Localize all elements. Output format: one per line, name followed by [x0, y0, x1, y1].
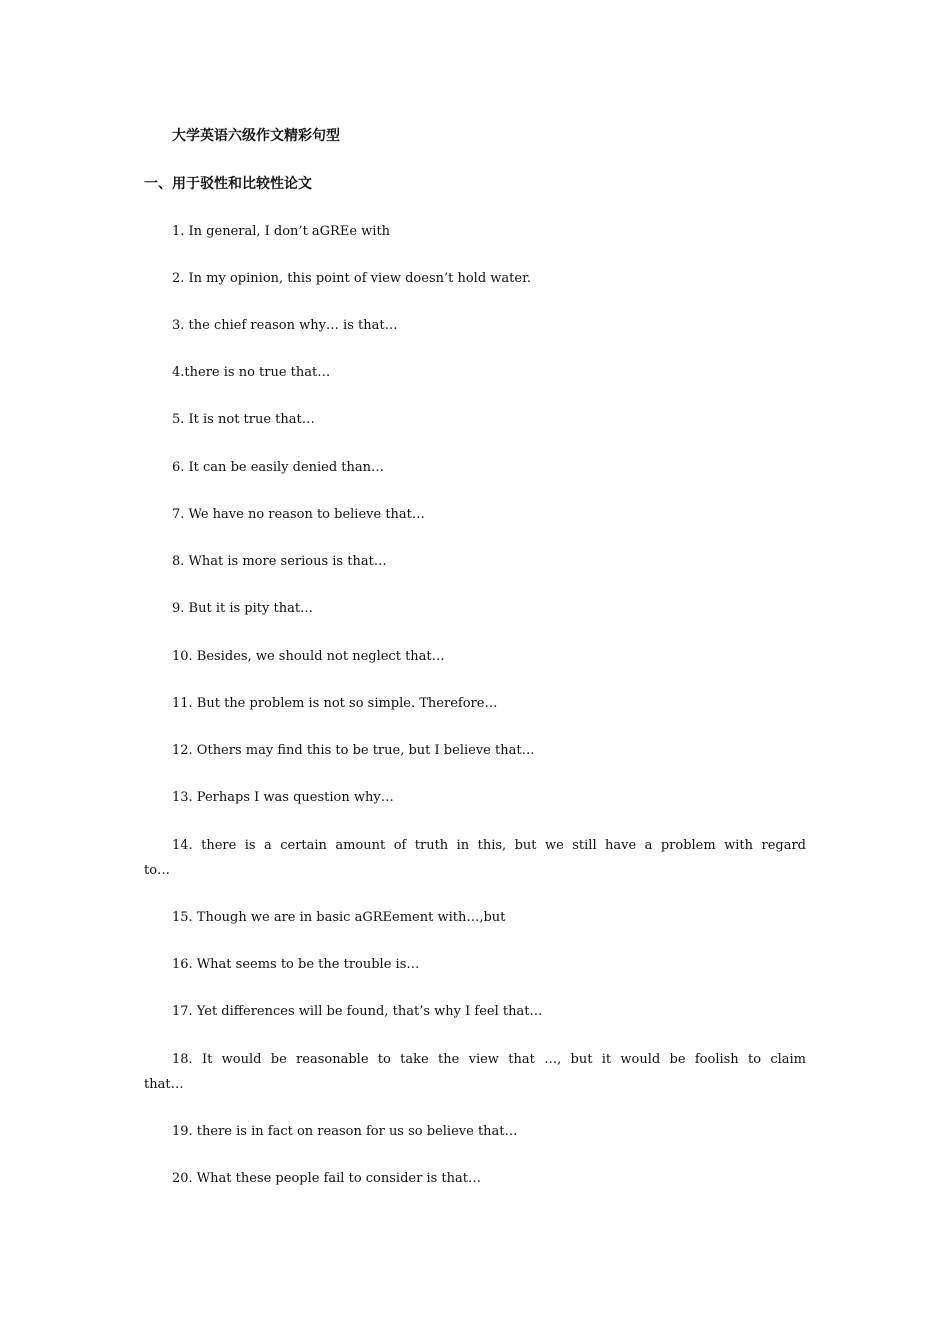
list-item: 4.there is no true that…: [172, 365, 331, 380]
list-item: 3. the chief reason why… is that…: [172, 318, 398, 333]
list-item: 6. It can be easily denied than…: [172, 460, 385, 475]
list-item: 11. But the problem is not so simple. Therefore…: [172, 696, 498, 711]
list-item: 12. Others may find this to be true, but I believe that…: [172, 743, 535, 758]
document-title: 大学英语六级作文精彩句型: [172, 128, 340, 144]
list-item: 1. In general, I don’t aGREe with: [172, 224, 391, 239]
list-item: 18. It would be reasonable to take the view that …, but it would be foolish to claim that…: [144, 1052, 806, 1092]
list-item: 7. We have no reason to believe that…: [172, 507, 425, 522]
list-item: 5. It is not true that…: [172, 412, 315, 427]
list-item: 16. What seems to be the trouble is…: [172, 957, 420, 972]
list-item: 15. Though we are in basic aGREement with…,but: [172, 910, 506, 925]
list-item: 9. But it is pity that…: [172, 601, 314, 616]
list-item: 17. Yet differences will be found, that’s why I feel that…: [172, 1004, 543, 1019]
section-heading: 一、用于驳性和比较性论文: [144, 176, 312, 192]
list-item: 2. In my opinion, this point of view doesn’t hold water.: [172, 271, 531, 286]
list-item: 10. Besides, we should not neglect that…: [172, 649, 445, 664]
list-item: 19. there is in fact on reason for us so believe that…: [172, 1124, 518, 1139]
list-item: 13. Perhaps I was question why…: [172, 790, 394, 805]
list-item: 8. What is more serious is that…: [172, 554, 387, 569]
list-item: 20. What these people fail to consider is that…: [172, 1171, 481, 1186]
list-item: 14. there is a certain amount of truth in this, but we still have a problem with regard to…: [144, 838, 806, 878]
